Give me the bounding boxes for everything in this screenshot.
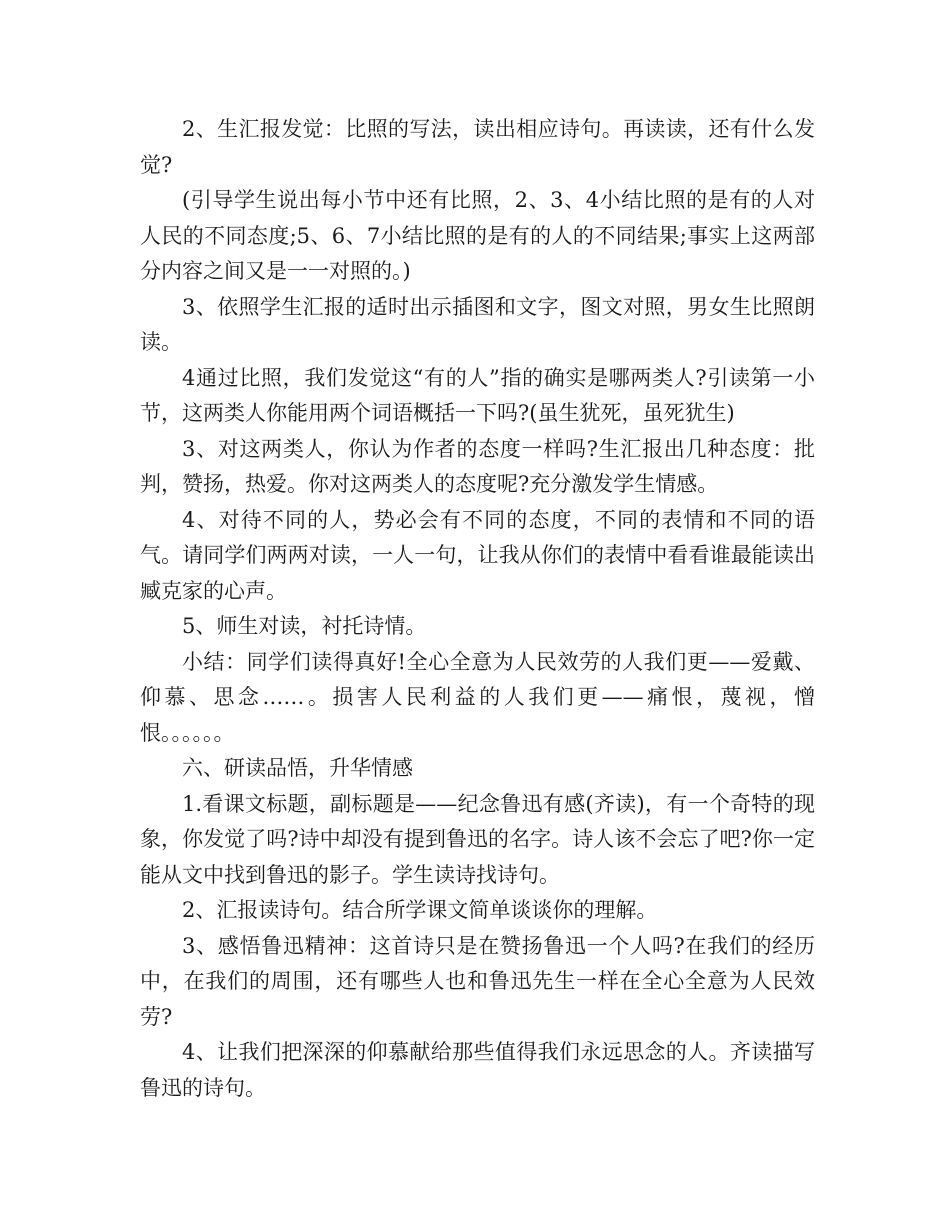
paragraph-3: 3、依照学生汇报的适时出示插图和文字，图文对照，男女生比照朗读。 <box>140 294 815 354</box>
paragraph-5: 3、对这两类人，你认为作者的态度一样吗?生汇报出几种态度：批判，赞扬，热爱。你对这两类人的态度呢?充分激发学生情感。 <box>140 436 815 496</box>
paragraph-10: 1.看课文标题，副标题是——纪念鲁迅有感(齐读)，有一个奇特的现象，你发觉了吗?诗中却没有提到鲁迅的名字。诗人该不会忘了吧?你一定能从文中找到鲁迅的影子。学生读诗找诗句。 <box>140 791 815 887</box>
paragraph-6: 4、对待不同的人，势必会有不同的态度，不同的表情和不同的语气。请同学们两两对读，一人一句，让我从你们的表情中看看谁最能读出臧克家的心声。 <box>140 507 815 603</box>
paragraph-4: 4通过比照，我们发觉这“有的人”指的确实是哪两类人?引读第一小节，这两类人你能用两个词语概括一下吗?(虽生犹死，虽死犹生) <box>140 365 815 425</box>
paragraph-2: (引导学生说出每小节中还有比照，2、3、4小结比照的是有的人对人民的不同态度;5、6、7小结比照的是有的人的不同结果;事实上这两部分内容之间又是一一对照的。) <box>140 188 815 283</box>
section-heading: 六、研读品悟，升华情感 <box>182 756 413 780</box>
paragraph-12: 3、感悟鲁迅精神：这首诗只是在赞扬鲁迅一个人吗?在我们的经历中，在我们的周围，还有哪些人也和鲁迅先生一样在全心全意为人民效劳? <box>140 933 815 1029</box>
document-body <box>140 112 815 1106</box>
paragraph-summary: 小结：同学们读得真好!全心全意为人民效劳的人我们更——爱戴、仰慕、思念……。损害人民利益的人我们更——痛恨，蔑视，憎恨。。。。。。 <box>140 649 815 745</box>
paragraph-11: 2、汇报读诗句。结合所学课文简单谈谈你的理解。 <box>182 898 658 922</box>
paragraph-13: 4、让我们把深深的仰慕献给那些值得我们永远思念的人。齐读描写鲁迅的诗句。 <box>140 1040 815 1100</box>
paragraph-7: 5、师生对读，衬托诗情。 <box>182 614 427 638</box>
paragraph-1: 2、生汇报发觉：比照的写法，读出相应诗句。再读读，还有什么发觉? <box>140 117 815 177</box>
